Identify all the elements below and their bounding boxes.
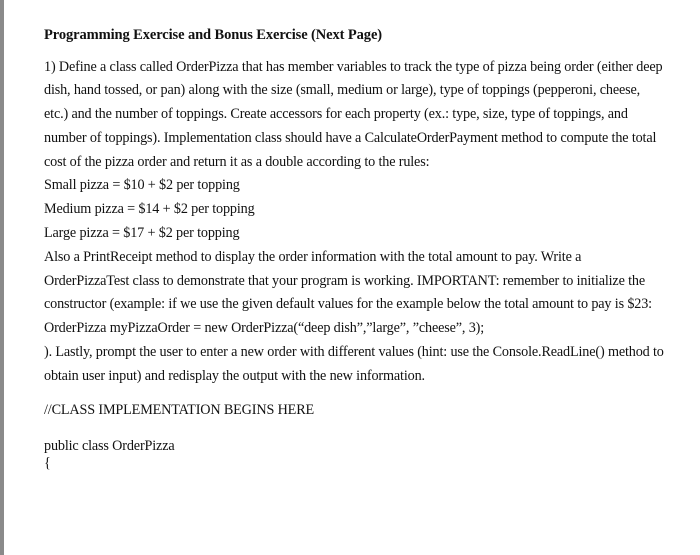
code-example-line: OrderPizza myPizzaOrder = new OrderPizza(“deep dish”,”large”, ”cheese”, 3); xyxy=(44,320,485,336)
paragraph-line: constructor (example: if we use the given default values for the example below the total amount to pay is $23: xyxy=(44,296,652,312)
pricing-rule-small: Small pizza = $10 + $2 per topping xyxy=(44,177,240,193)
code-line-open-brace: { xyxy=(44,455,51,471)
paragraph-line: cost of the pizza order and return it as a double according to the rules: xyxy=(44,154,430,170)
paragraph-line: dish, hand tossed, or pan) along with the size (small, medium or large), type of toppings (pepperoni, cheese, xyxy=(44,82,641,98)
paragraph-line: number of toppings). Implementation class should have a CalculateOrderPayment method to compute the total xyxy=(44,130,657,146)
paragraph-line: obtain user input) and redisplay the output with the new information. xyxy=(44,368,425,384)
code-comment: //CLASS IMPLEMENTATION BEGINS HERE xyxy=(44,402,315,418)
paragraph-line: ). Lastly, prompt the user to enter a new order with different values (hint: use the Console.ReadLine() method to xyxy=(44,344,664,360)
document-title: Programming Exercise and Bonus Exercise (Next Page) xyxy=(44,27,383,43)
paragraph-line: etc.) and the number of toppings. Create accessors for each property (ex.: type, size, type of toppings, and xyxy=(44,106,628,122)
paragraph-line: OrderPizzaTest class to demonstrate that your program is working. IMPORTANT: remember to initialize the xyxy=(44,273,646,289)
paragraph-line: Also a PrintReceipt method to display the order information with the total amount to pay. Write a xyxy=(44,249,582,265)
paragraph-line: 1) Define a class called OrderPizza that has member variables to track the type of pizza being order (either deep xyxy=(44,59,663,75)
page-left-border xyxy=(0,0,4,555)
pricing-rule-large: Large pizza = $17 + $2 per topping xyxy=(44,225,240,241)
code-line-class-declaration: public class OrderPizza xyxy=(44,438,175,454)
pricing-rule-medium: Medium pizza = $14 + $2 per topping xyxy=(44,201,255,217)
